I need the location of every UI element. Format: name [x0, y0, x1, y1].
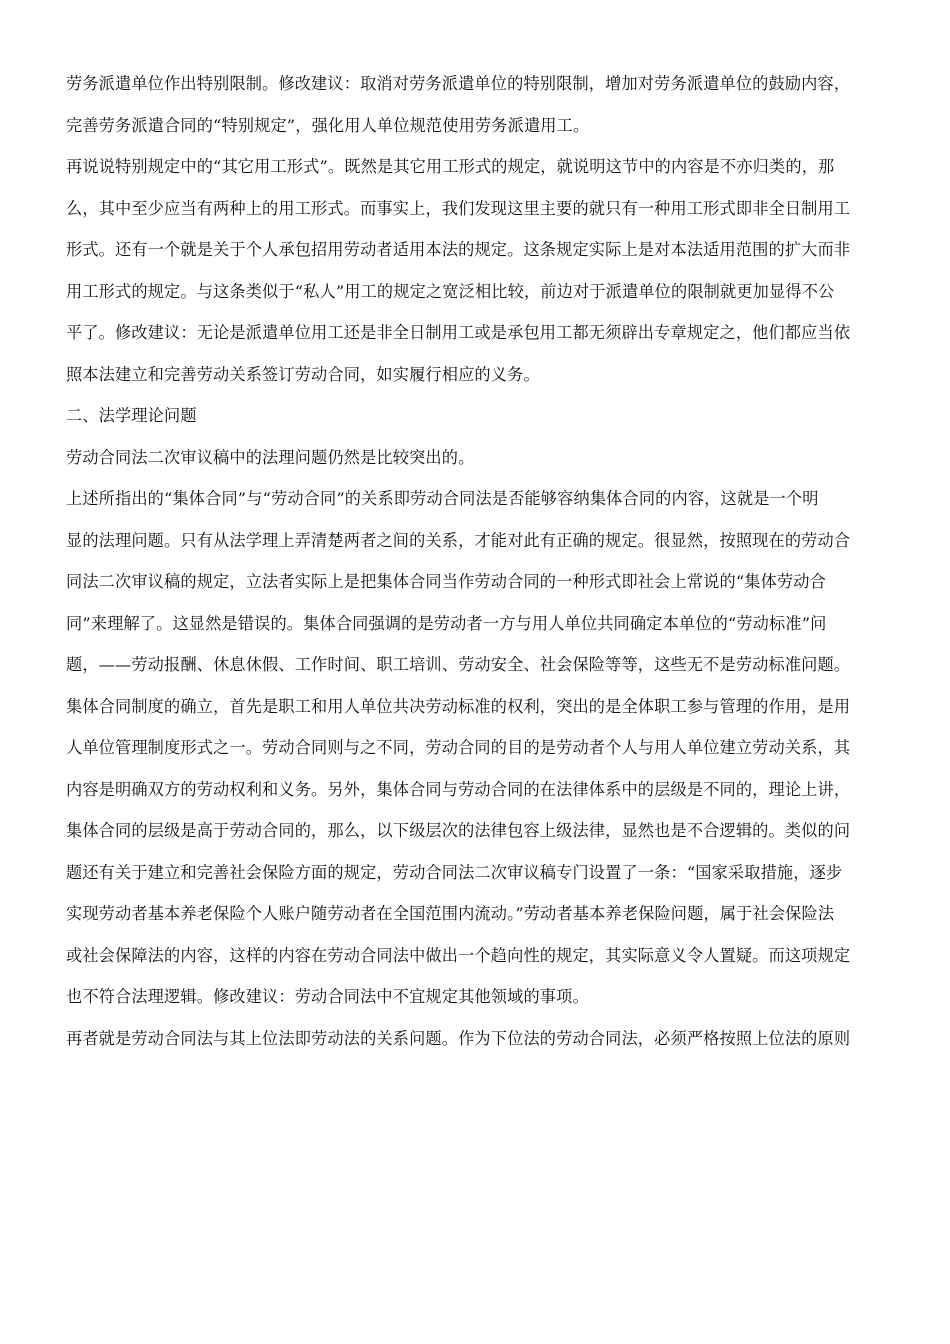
- text-line: 么，其中至少应当有两种上的用工形式。而事实上，我们发现这里主要的就只有一种用工形式即非全日制用工: [66, 198, 851, 218]
- text-line: 再者就是劳动合同法与其上位法即劳动法的关系问题。作为下位法的劳动合同法，必须严格按照上位法的原则: [66, 1028, 851, 1048]
- paragraph: [66, 487, 886, 1027]
- text-line: 也不符合法理逻辑。修改建议：劳动合同法中不宜规定其他领域的事项。: [66, 987, 589, 1006]
- paragraph: [66, 1027, 886, 1069]
- text-line: 形式。还有一个就是关于个人承包招用劳动者适用本法的规定。这条规定实际上是对本法适用范围的扩大而非: [66, 240, 851, 259]
- text-line: 内容是明确双方的劳动权利和义务。另外，集体合同与劳动合同的在法律体系中的层级是不同的，理论上讲，: [66, 779, 851, 799]
- text-line: 用工形式的规定。与这条类似于“私人”用工的规定之宽泛相比较，前边对于派遣单位的限制就更加显得不公: [66, 281, 835, 301]
- text-line: 同”来理解了。这显然是错误的。集体合同强调的是劳动者一方与用人单位共同确定本单位的“劳动标准”问: [66, 613, 827, 633]
- text-line: 人单位管理制度形式之一。劳动合同则与之不同，劳动合同的目的是劳动者个人与用人单位建立劳动关系，其: [66, 738, 851, 757]
- text-line: 实现劳动者基本养老保险个人账户随劳动者在全国范围内流动。”劳动者基本养老保险问题，属于社会保险法: [66, 904, 835, 923]
- text-line: 劳动合同法二次审议稿中的法理问题仍然是比较突出的。: [66, 447, 475, 467]
- text-line: 同法二次审议稿的规定，立法者实际上是把集体合同当作劳动合同的一种形式即社会上常说的“集体劳动合: [66, 572, 826, 591]
- paragraph: [66, 155, 886, 404]
- document-page: [66, 72, 886, 1068]
- section-heading: [66, 404, 886, 446]
- text-line: 集体合同制度的确立，首先是职工和用人单位共决劳动标准的权利，突出的是全体职工参与管理的作用，是用: [66, 696, 851, 716]
- text-line: 完善劳务派遣合同的“特别规定”，强化用人单位规范使用劳务派遣用工。: [66, 115, 590, 135]
- text-line: 集体合同的层级是高于劳动合同的，那么，以下级层次的法律包容上级法律，显然也是不合逻辑的。类似的问: [66, 821, 851, 840]
- text-line: 题，——劳动报酬、休息休假、工作时间、职工培训、劳动安全、社会保险等等，这些无不是劳动标准问题。: [66, 655, 851, 674]
- text-line: 再说说特别规定中的“其它用工形式”。既然是其它用工形式的规定，就说明这节中的内容是不亦归类的，那: [66, 157, 835, 176]
- text-line: 显的法理问题。只有从法学理上弄清楚两者之间的关系，才能对此有正确的规定。很显然，按照现在的劳动合: [66, 530, 851, 550]
- paragraph: [66, 446, 886, 488]
- heading-line: 二、法学理论问题: [66, 406, 197, 425]
- paragraph: [66, 72, 886, 155]
- text-line: 或社会保障法的内容，这样的内容在劳动合同法中做出一个趋向性的规定，其实际意义令人置疑。而这项规定: [66, 945, 851, 965]
- text-line: 上述所指出的“集体合同”与“劳动合同”的关系即劳动合同法是否能够容纳集体合同的内容，这就是一个明: [66, 489, 819, 508]
- text-line: 劳务派遣单位作出特别限制。修改建议：取消对劳务派遣单位的特别限制，增加对劳务派遣单位的鼓励内容，: [66, 74, 851, 93]
- text-line: 平了。修改建议：无论是派遣单位用工还是非全日制用工或是承包用工都无须辟出专章规定之，他们都应当依: [66, 323, 851, 342]
- text-line: 照本法建立和完善劳动关系签订劳动合同，如实履行相应的义务。: [66, 364, 540, 384]
- text-line: 题还有关于建立和完善社会保险方面的规定，劳动合同法二次审议稿专门设置了一条：“国家采取措施，逐步: [66, 862, 843, 882]
